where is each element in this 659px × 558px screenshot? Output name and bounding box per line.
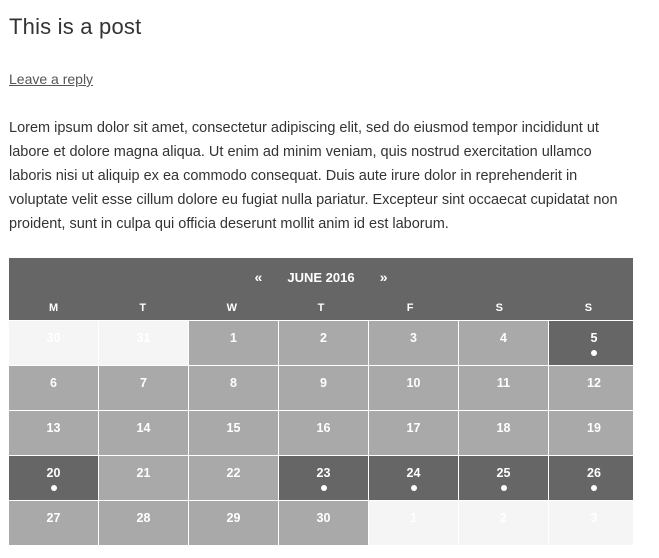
calendar-day-with-post[interactable]: [459, 456, 548, 500]
calendar-widget: [9, 258, 633, 558]
calendar-day: [459, 501, 548, 545]
day-number: 24: [406, 466, 421, 480]
calendar-day: [549, 411, 633, 455]
weekday-label: T: [317, 302, 325, 314]
day-number: 31: [136, 331, 151, 345]
calendar-grid: [9, 321, 633, 545]
post-title: This is a post: [9, 14, 142, 39]
day-number: 2: [500, 511, 507, 525]
weekday-label: S: [495, 302, 503, 314]
calendar-header: [9, 258, 633, 320]
day-number: 3: [410, 331, 417, 345]
weekday-label: T: [139, 302, 147, 314]
calendar-day: [99, 411, 188, 455]
calendar-day: [369, 501, 458, 545]
day-number: 13: [46, 421, 61, 435]
post-indicator-dot-icon: [411, 485, 417, 491]
weekday-label: M: [48, 302, 59, 314]
calendar-nav: [9, 266, 633, 288]
day-number: 26: [587, 466, 601, 480]
day-number: 22: [226, 466, 241, 480]
calendar-day: [99, 456, 188, 500]
day-number: 19: [587, 421, 601, 435]
calendar-day-with-post[interactable]: [369, 456, 458, 500]
calendar-day: [189, 501, 278, 545]
day-number: 4: [500, 331, 507, 345]
post-indicator-dot-icon: [591, 485, 597, 491]
calendar-day-with-post[interactable]: [549, 456, 633, 500]
day-number: 5: [590, 331, 598, 345]
day-number: 9: [320, 376, 327, 390]
day-number: 25: [496, 466, 511, 480]
day-number: 27: [46, 511, 61, 525]
post-indicator-dot-icon: [591, 350, 597, 356]
calendar-day: [279, 411, 368, 455]
weekday-label: W: [226, 302, 238, 314]
day-number: 29: [226, 511, 241, 525]
calendar-day: [279, 321, 368, 365]
calendar-day: [9, 366, 98, 410]
day-number: 7: [140, 376, 147, 390]
day-number: 8: [230, 376, 237, 390]
calendar-day: [99, 501, 188, 545]
day-number: 2: [320, 331, 327, 345]
calendar-day: [459, 366, 548, 410]
calendar-day: [99, 321, 188, 365]
calendar-day: [279, 501, 368, 545]
calendar-day: [549, 501, 633, 545]
post-indicator-dot-icon: [321, 485, 327, 491]
day-number: 10: [406, 376, 421, 390]
calendar-day-with-post[interactable]: [279, 456, 368, 500]
post-indicator-dot-icon: [51, 485, 57, 491]
calendar-day: [189, 456, 278, 500]
day-number: 11: [496, 376, 511, 390]
calendar-day-with-post[interactable]: [549, 321, 633, 365]
calendar-day: [369, 366, 458, 410]
calendar-day: [549, 366, 633, 410]
calendar-day: [369, 411, 458, 455]
day-number: 6: [50, 376, 57, 390]
post-body: Lorem ipsum dolor sit amet, consectetur adipiscing elit, sed do eiusmod tempor incididunt ut labore et dolore magna aliqua. Ut enim ad minim veniam, quis nostrud exercitation ullamco laboris nisi ut aliquip ex ea commodo consequat. Duis aute irure dolor in reprehenderit in voluptate velit esse cillum dolore eu fugiat nulla pariatur. Excepteur sint occaecat cupidatat non proident, sunt in culpa qui officia deserunt mollit anim id est laborum.: [9, 120, 618, 232]
calendar-day: [189, 321, 278, 365]
day-number: 1: [410, 511, 417, 525]
day-number: 1: [230, 331, 237, 345]
calendar-day: [189, 366, 278, 410]
calendar-day: [459, 321, 548, 365]
weekday-row: [9, 298, 633, 318]
calendar-month-title: JUNE 2016: [287, 270, 355, 285]
day-number: 12: [587, 376, 601, 390]
calendar-day: [189, 411, 278, 455]
day-number: 21: [136, 466, 151, 480]
day-number: 23: [316, 466, 331, 480]
day-number: 20: [46, 466, 61, 480]
day-number: 17: [406, 421, 421, 435]
calendar-day-with-post[interactable]: [9, 456, 98, 500]
day-number: 15: [226, 421, 241, 435]
day-number: 14: [136, 421, 151, 435]
calendar-day: [9, 321, 98, 365]
weekday-label: S: [584, 302, 593, 314]
post-indicator-dot-icon: [501, 485, 507, 491]
day-number: 30: [316, 511, 331, 525]
day-number: 30: [46, 331, 61, 345]
day-number: 16: [316, 421, 331, 435]
day-number: 18: [496, 421, 511, 435]
next-month-icon[interactable]: »: [379, 269, 388, 285]
weekday-label: F: [406, 302, 414, 314]
calendar-day: [9, 411, 98, 455]
previous-month-icon[interactable]: «: [254, 269, 263, 285]
calendar-day: [369, 321, 458, 365]
calendar-day: [99, 366, 188, 410]
day-number: 3: [590, 511, 598, 525]
calendar-day: [279, 366, 368, 410]
calendar-day: [459, 411, 548, 455]
day-number: 28: [136, 511, 151, 525]
calendar-day: [9, 501, 98, 545]
leave-reply-link[interactable]: Leave a reply: [9, 71, 94, 87]
